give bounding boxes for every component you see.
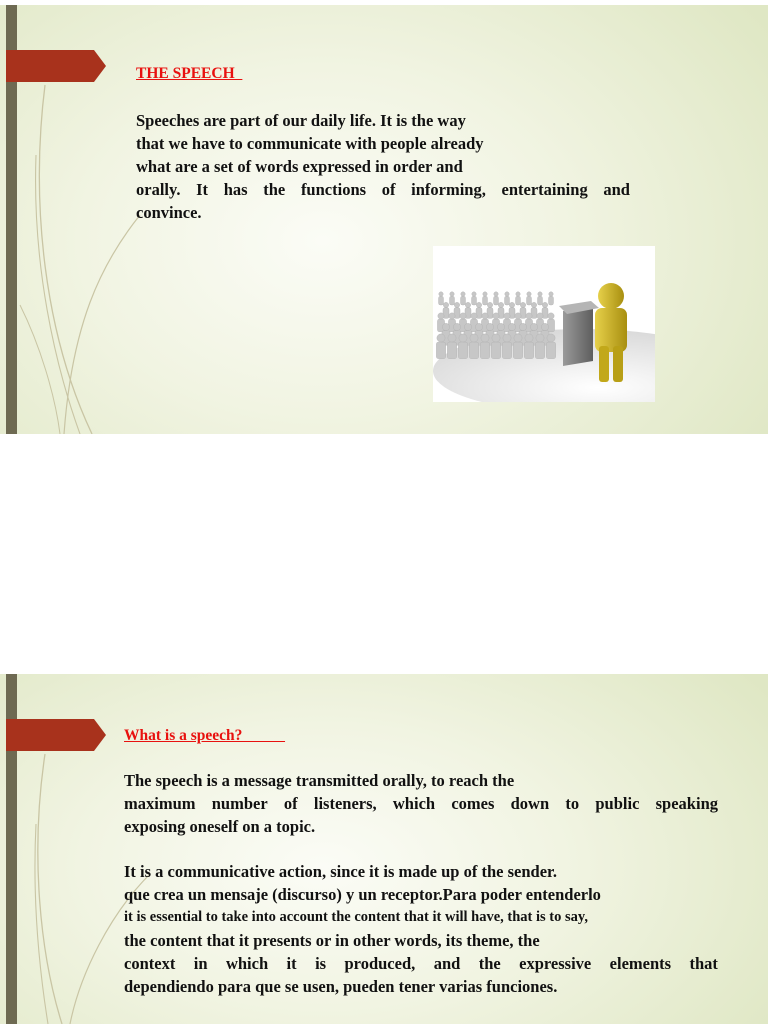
crowd-figure-head bbox=[486, 323, 493, 330]
body-line bbox=[124, 792, 718, 815]
body-word: expressive bbox=[519, 954, 592, 973]
crowd-figure-head bbox=[438, 313, 444, 319]
crowd-figure-head bbox=[443, 302, 448, 307]
body-word: and bbox=[433, 954, 461, 973]
crowd-figure-head bbox=[448, 334, 456, 342]
crowd-figure-head bbox=[472, 292, 476, 296]
crowd-figure-head bbox=[464, 323, 471, 330]
crowd-figure-head bbox=[536, 334, 544, 342]
body-word: to bbox=[565, 794, 580, 813]
body-line: dependiendo para que se usen, pueden tener varias funciones. bbox=[124, 977, 558, 996]
crowd-figure-head bbox=[483, 292, 487, 296]
crowd-figure-head bbox=[503, 334, 511, 342]
crowd-figure-head bbox=[538, 292, 542, 296]
crowd-figure-head bbox=[481, 334, 489, 342]
body-line: Speeches are part of our daily life. It is the way bbox=[136, 111, 466, 130]
crowd-figure-body bbox=[502, 342, 511, 358]
slide-body bbox=[136, 109, 630, 224]
crowd-figure-body bbox=[494, 296, 499, 305]
crowd-figure-body bbox=[439, 296, 444, 305]
crowd-figure-head bbox=[453, 323, 460, 330]
body-word: informing, bbox=[411, 180, 486, 199]
crowd-figure-head bbox=[527, 292, 531, 296]
body-word: produced, bbox=[344, 954, 416, 973]
crowd-figure-head bbox=[470, 334, 478, 342]
slide-title: What is a speech? bbox=[124, 727, 286, 744]
slide-body bbox=[124, 769, 718, 998]
slide-what-is-a-speech bbox=[0, 674, 768, 1024]
body-word: the bbox=[478, 954, 501, 973]
body-line: exposing oneself on a topic. bbox=[124, 817, 316, 836]
body-word: and bbox=[603, 180, 630, 199]
crowd-figure-head bbox=[497, 323, 504, 330]
crowd-figure-head bbox=[494, 292, 498, 296]
crowd-figure-head bbox=[439, 292, 443, 296]
crowd-figure-head bbox=[454, 302, 459, 307]
body-word: the bbox=[263, 180, 286, 199]
body-word: which bbox=[392, 794, 436, 813]
crowd-figure-head bbox=[492, 334, 500, 342]
crowd-figure-head bbox=[541, 323, 548, 330]
body-word: down bbox=[510, 794, 550, 813]
body-word: context bbox=[124, 954, 176, 973]
crowd-figure-head bbox=[504, 313, 510, 319]
crowd-figure-head bbox=[515, 313, 521, 319]
crowd-figure-head bbox=[465, 302, 470, 307]
crowd-figure-body bbox=[549, 296, 554, 305]
body-word: elements bbox=[609, 954, 672, 973]
body-word: listeners, bbox=[313, 794, 377, 813]
crowd-figure-head bbox=[487, 302, 492, 307]
crowd-figure-head bbox=[547, 334, 555, 342]
body-line: that we have to communicate with people already bbox=[136, 134, 484, 153]
body-word: it bbox=[286, 954, 297, 973]
body-word: orally. bbox=[136, 180, 181, 199]
crowd-figure-body bbox=[447, 342, 456, 358]
body-line: It is a communicative action, since it is made up of the sender. bbox=[124, 862, 557, 881]
crowd-figure-body bbox=[527, 296, 532, 305]
crowd-figure-body bbox=[472, 296, 477, 305]
crowd-figure-body bbox=[524, 342, 533, 358]
crowd-figure-head bbox=[449, 313, 455, 319]
crowd-figure-head bbox=[459, 334, 467, 342]
body-word: of bbox=[283, 794, 298, 813]
body-word: is bbox=[315, 954, 327, 973]
crowd-figure-body bbox=[516, 296, 521, 305]
crowd-figure-head bbox=[493, 313, 499, 319]
crowd-figure-body bbox=[535, 342, 544, 358]
crowd-figure-head bbox=[525, 334, 533, 342]
crowd-figure-head bbox=[461, 292, 465, 296]
body-word: comes bbox=[451, 794, 495, 813]
body-word: public bbox=[595, 794, 640, 813]
crowd-figure-head bbox=[520, 302, 525, 307]
crowd-figure-head bbox=[514, 334, 522, 342]
crowd-figure-head bbox=[509, 302, 514, 307]
body-line: the content that it presents or in other words, its theme, the bbox=[124, 931, 540, 950]
slide-the-speech bbox=[0, 5, 768, 434]
body-word: in bbox=[193, 954, 208, 973]
crowd-figure-body bbox=[436, 342, 445, 358]
crowd-figure-body bbox=[458, 342, 467, 358]
crowd-figure-body bbox=[480, 342, 489, 358]
crowd-figure-head bbox=[498, 302, 503, 307]
crowd-figure-head bbox=[516, 292, 520, 296]
crowd-figure-body bbox=[491, 342, 500, 358]
crowd-figure-head bbox=[531, 302, 536, 307]
crowd-figure-head bbox=[548, 313, 554, 319]
body-word: of bbox=[381, 180, 396, 199]
body-word: number bbox=[211, 794, 268, 813]
crowd-figure-head bbox=[471, 313, 477, 319]
crowd-figure-head bbox=[530, 323, 537, 330]
body-line bbox=[136, 178, 630, 201]
body-line: it is essential to take into account the content that it will have, that is to say, bbox=[124, 909, 588, 925]
body-word: functions bbox=[300, 180, 367, 199]
crowd-figure-head bbox=[476, 302, 481, 307]
speaker-crowd-image bbox=[433, 246, 655, 402]
body-word: has bbox=[223, 180, 248, 199]
crowd-figure-head bbox=[505, 292, 509, 296]
crowd-figure-head bbox=[526, 313, 532, 319]
speaker-at-podium-image bbox=[433, 246, 655, 402]
crowd-figure-head bbox=[508, 323, 515, 330]
paragraph-gap bbox=[124, 838, 718, 860]
crowd-figure-head bbox=[442, 323, 449, 330]
slide-title: THE SPEECH bbox=[136, 65, 243, 82]
body-word: maximum bbox=[124, 794, 196, 813]
body-word: It bbox=[196, 180, 209, 199]
crowd-figure-head bbox=[542, 302, 547, 307]
crowd-figure-head bbox=[475, 323, 482, 330]
crowd-figure-body bbox=[505, 296, 510, 305]
crowd-figure-body bbox=[469, 342, 478, 358]
title-tab-arrow bbox=[6, 50, 106, 82]
crowd-figure-body bbox=[513, 342, 522, 358]
crowd-figure-head bbox=[450, 292, 454, 296]
crowd-figure-head bbox=[537, 313, 543, 319]
body-word: speaking bbox=[655, 794, 718, 813]
body-line: que crea un mensaje (discurso) y un receptor.Para poder entenderlo bbox=[124, 885, 601, 904]
crowd-figure-body bbox=[461, 296, 466, 305]
body-line bbox=[124, 952, 718, 975]
crowd-figure-head bbox=[437, 334, 445, 342]
body-line: convince. bbox=[136, 203, 202, 222]
crowd-figure-body bbox=[483, 296, 488, 305]
crowd-figure-body bbox=[546, 342, 555, 358]
body-line: The speech is a message transmitted orally, to reach the bbox=[124, 771, 515, 790]
body-word: entertaining bbox=[501, 180, 588, 199]
crowd-figure-head bbox=[482, 313, 488, 319]
body-word: that bbox=[689, 954, 718, 973]
title-tab-arrow bbox=[6, 719, 106, 751]
crowd-figure-body bbox=[538, 296, 543, 305]
crowd-figure-head bbox=[460, 313, 466, 319]
body-line: what are a set of words expressed in order and bbox=[136, 157, 463, 176]
crowd-figure-head bbox=[519, 323, 526, 330]
body-word: which bbox=[225, 954, 269, 973]
crowd-figure-head bbox=[549, 292, 553, 296]
crowd-figure-body bbox=[450, 296, 455, 305]
